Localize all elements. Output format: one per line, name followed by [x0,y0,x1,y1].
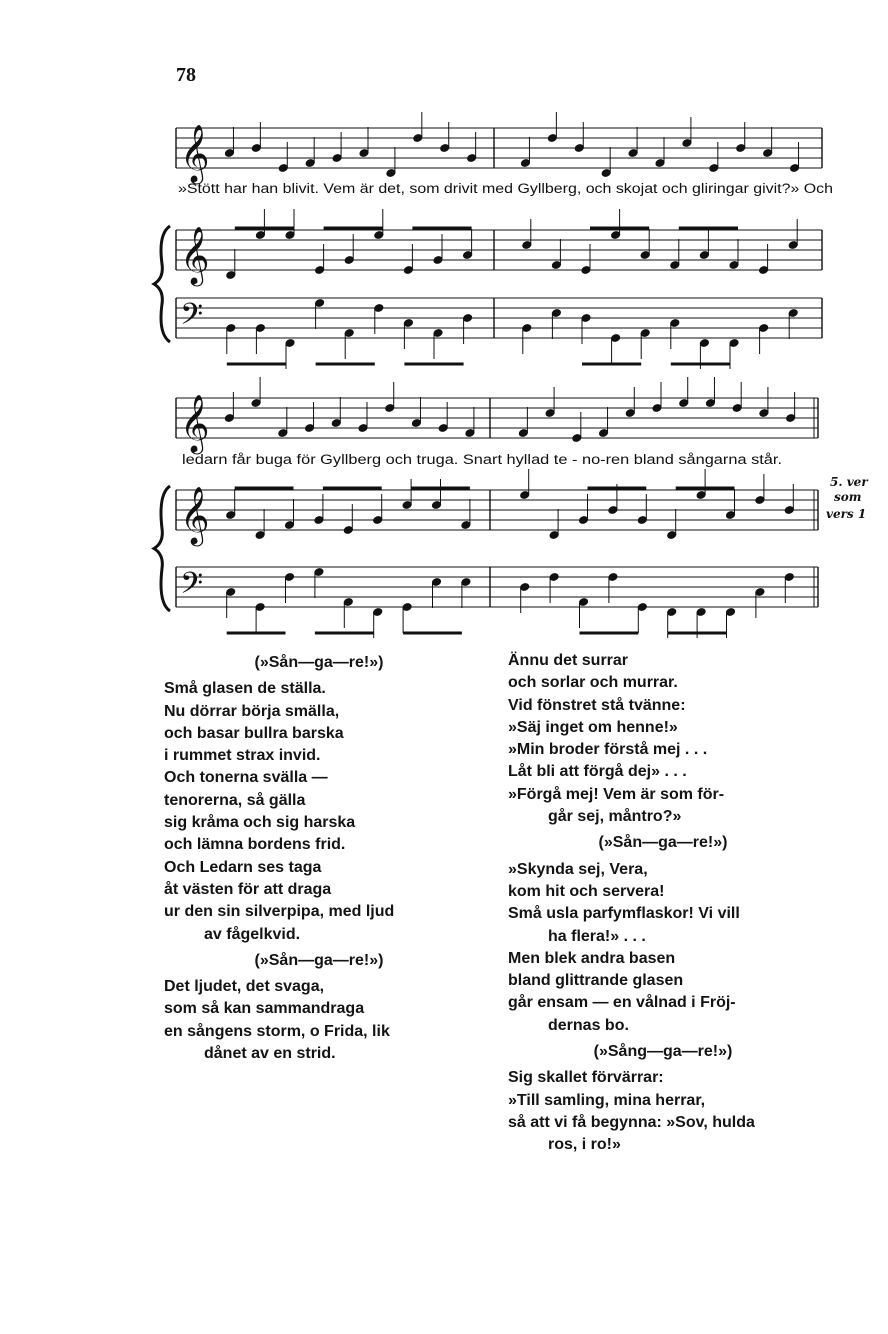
bass-clef: 𝄢 [180,298,204,339]
poem-line: »Förgå mej! Vem är som för- [508,785,725,803]
poem-line: »Till samling, mina herrar, [508,1091,706,1109]
brace [154,486,170,611]
brace [154,226,170,342]
poem-line: och basar bullra barska [164,724,344,742]
poem-line: Låt bli att förgå dej» . . . [508,763,687,781]
poem-line: åt västen för att draga [164,880,332,898]
poem-line: dånet av en strid. [204,1045,336,1063]
lyrics-system-1: »Stött har han blivit. Vem är det, som drivit med Gyllberg, och skojat och gliringar givit?» Och [178,181,833,196]
poem-line: »Min broder förstå mej . . . [508,741,708,759]
poem-line: och lämna bordens frid. [164,836,346,854]
poem-line: Ännu det surrar [508,652,629,669]
poem-line: Det ljudet, det svaga, [164,978,325,996]
poem-line: dernas bo. [548,1016,629,1034]
poem-line: och sorlar och murrar. [508,674,678,692]
poem-column-right [508,650,818,1157]
treble-clef: 𝄞 [180,394,210,452]
poem-refrain: (»Sån—ga—re!») [254,654,384,671]
poem-line: så att vi få begynna: »Sov, hulda [508,1113,755,1131]
poem-line: Sig skallet förvärrar: [508,1069,664,1087]
poem-line: kom hit och servera! [508,882,665,900]
poem-line: Och Ledarn ses taga [164,858,322,876]
poem-line: »Säj inget om henne!» [508,718,678,736]
poem-line: ur den sin silverpipa, med ljud [164,903,395,921]
margin-note-line-1: 5. ver [830,475,868,489]
poem-line: Och tonerna svälla — [164,769,328,787]
poem-line: Små usla parfymflaskor! Vi vill [508,905,740,923]
poem-line: Små glasen de ställa. [164,680,326,698]
poem-refrain: (»Sång—ga—re!») [593,1043,733,1061]
margin-note-line-3: vers 1 [826,507,867,521]
poem-line: som så kan sammandraga [164,1000,365,1018]
margin-note-line-2: som [834,490,862,504]
poem-line: bland glittrande glasen [508,972,684,990]
staff-lines [176,128,822,607]
poem-column-left [164,648,474,1065]
clefs [180,124,210,608]
piano-braces [154,226,170,611]
poem-refrain: (»Sån—ga—re!») [254,951,384,969]
poem-line: i rummet strax invid. [164,747,321,765]
poem-line: sig kråma och sig harska [164,814,356,832]
poem-line: Men blek andra basen [508,949,676,967]
poem-line: ha flera!» . . . [548,927,646,945]
music-score [0,0,888,640]
poem-line: »Skynda sej, Vera, [508,860,648,878]
poem-refrain: (»Sån—ga—re!») [598,834,728,852]
bass-clef: 𝄢 [180,567,204,608]
poem-line: Vid fönstret stå tvänne: [508,696,686,714]
poem-line: går ensam — en vålnad i Fröj- [508,994,736,1012]
lyrics-system-2: ledarn får buga för Gyllberg och truga. Snart hyllad te - no-ren bland sångarna står. [182,452,782,467]
treble-clef: 𝄞 [180,124,210,182]
poem-line: går sej, måntro?» [548,808,682,826]
poem-line: ros, i ro!» [548,1136,621,1154]
poem-line: Nu dörrar börja smälla, [164,702,340,720]
poem-line: tenorerna, så gälla [164,791,306,809]
barlines [176,128,822,607]
treble-clef: 𝄞 [180,486,210,544]
page-number: 78 [176,64,196,86]
poem-line: en sångens storm, o Frida, lik [164,1022,390,1040]
poem-line: av fågelkvid. [204,925,301,943]
treble-clef: 𝄞 [180,226,210,284]
